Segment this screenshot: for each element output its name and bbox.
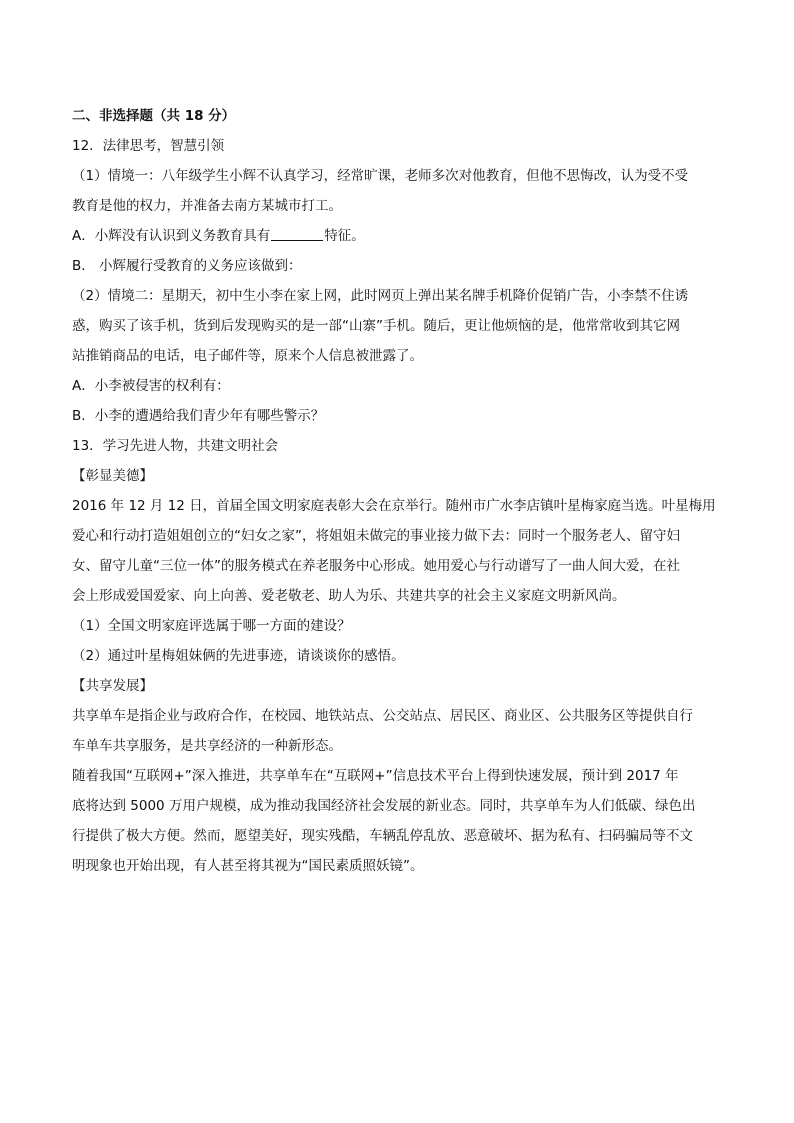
q12-sub-a-suffix: 特征。 — [324, 228, 365, 244]
q13-paragraph-3-line-1: 随着我国“互联网+”深入推进，共享单车在“互联网+”信息技术平台上得到快速发展，预计到 2017 年 — [72, 768, 679, 784]
q13-paragraph-1-line-2: 爱心和行动打造姐姐创立的“妇女之家”，将姐姐未做完的事业接力做下去：同时一个服务老人、留守妇 — [72, 528, 680, 544]
document-page — [72, 101, 724, 881]
q13-sub-question-2: （2）通过叶星梅姐妹俩的先进事迹，请谈谈你的感悟。 — [72, 648, 405, 664]
q12-scenario-2-line-2: 惑，购买了该手机，货到后发现购买的是一部“山寨”手机。随后，更让他烦恼的是，他常常收到其它网 — [72, 318, 680, 334]
q12-scenario-2-line-1: （2）情境二：星期天，初中生小李在家上网，此时网页上弹出某名牌手机降价促销广告，小李禁不住诱 — [72, 288, 689, 304]
section-title: 二、非选择题（共 18 分） — [72, 108, 236, 124]
q12-sub-a — [72, 221, 724, 251]
q12-sub-b: B． 小辉履行受教育的义务应该做到： — [72, 258, 302, 274]
q13-heading-sharing: 【共享发展】 — [72, 678, 153, 694]
q13-sub-question-1: （1）全国文明家庭评选属于哪一方面的建设？ — [72, 618, 351, 634]
q12-scenario-1-line-2: 教育是他的权力，并准备去南方某城市打工。 — [72, 198, 342, 214]
q13-paragraph-3-line-2: 底将达到 5000 万用户规模，成为推动我国经济社会发展的新业态。同时，共享单车为人们低碳、绿色出 — [72, 798, 696, 814]
q12-scenario-2-sub-a: A．小李被侵害的权利有： — [72, 378, 230, 394]
question-13-title: 13．学习先进人物，共建文明社会 — [72, 438, 279, 454]
q13-paragraph-3-line-4: 明现象也开始出现，有人甚至将其视为“国民素质照妖镜”。 — [72, 858, 424, 874]
q13-paragraph-2-line-2: 车单车共享服务，是共享经济的一种新形态。 — [72, 738, 342, 754]
q12-scenario-2-sub-b: B．小李的遭遇给我们青少年有哪些警示？ — [72, 408, 325, 424]
q13-paragraph-2-line-1: 共享单车是指企业与政府合作，在校园、地铁站点、公交站点、居民区、商业区、公共服务区等提供自行 — [72, 708, 693, 724]
fill-in-blank — [271, 226, 323, 241]
q13-paragraph-1-line-1: 2016 年 12 月 12 日，首届全国文明家庭表彰大会在京举行。随州市广水李店镇叶星梅家庭当选。叶星梅用 — [72, 498, 716, 514]
q12-scenario-1-line-1: （1）情境一：八年级学生小辉不认真学习，经常旷课，老师多次对他教育，但他不思悔改，认为受不受 — [72, 168, 689, 184]
q12-sub-a-prefix: A．小辉没有认识到义务教育具有 — [72, 228, 271, 244]
q13-paragraph-1-line-3: 女、留守儿童“三位一体”的服务模式在养老服务中心形成。她用爱心与行动谱写了一曲人间大爱，在社 — [72, 558, 680, 574]
q13-paragraph-1-line-4: 会上形成爱国爱家、向上向善、爱老敬老、助人为乐、共建共享的社会主义家庭文明新风尚。 — [72, 588, 626, 604]
q12-scenario-2-line-3: 站推销商品的电话，电子邮件等，原来个人信息被泄露了。 — [72, 348, 423, 364]
q13-heading-virtue: 【彰显美德】 — [72, 468, 153, 484]
q13-paragraph-3-line-3: 行提供了极大方便。然而，愿望美好，现实残酷，车辆乱停乱放、恶意破坏、据为私有、扫码骗局等不文 — [72, 828, 693, 844]
question-12-title: 12．法律思考，智慧引领 — [72, 138, 225, 154]
